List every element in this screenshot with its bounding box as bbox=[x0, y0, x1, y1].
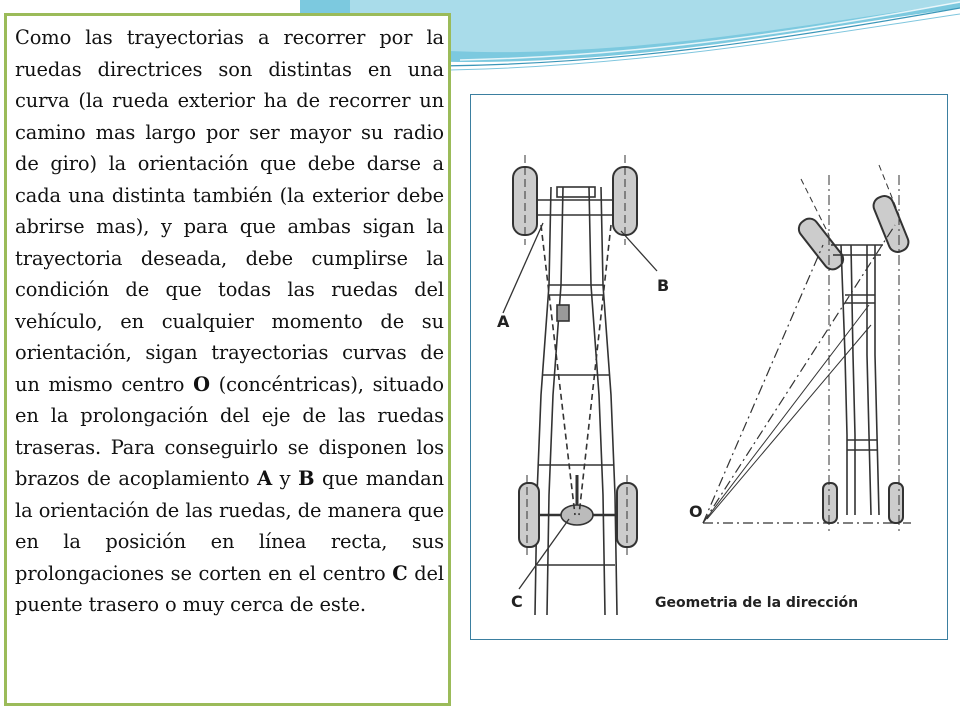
paragraph-part-5: del puente trasero o muy cerca de este. bbox=[15, 561, 444, 616]
chassis-left-drawing bbox=[503, 155, 657, 615]
paragraph-part-4: que mandan la orientación de las ruedas, de manera que en la posición en línea recta, sus prolongaciones se corten en el centro bbox=[15, 467, 445, 585]
figure-caption: Geometria de la dirección bbox=[655, 595, 859, 611]
bold-c: C bbox=[392, 561, 408, 585]
label-b: B bbox=[657, 276, 670, 295]
label-c: C bbox=[511, 592, 523, 611]
bold-o: O bbox=[193, 372, 210, 396]
label-a: A bbox=[497, 312, 510, 331]
steering-geometry-figure bbox=[470, 94, 948, 640]
paragraph-part-1: Como las trayectorias a recorrer por la ruedas directrices son distintas en una curva (la rueda exterior ha de recorrer un camino mas largo por ser mayor su radio de giro) la orientación que debe darse a cada una distinta también (la exterior debe abrirse mas), y para que ambas sigan la trayectoria deseada, debe cumplirse la condición de que todas las ruedas del vehículo, en cualquier momento de su orientación, sigan trayectorias curvas de un mismo centro bbox=[15, 26, 444, 396]
label-o: O bbox=[689, 502, 703, 521]
paragraph-part-3: y bbox=[272, 467, 299, 490]
steering-diagram bbox=[471, 95, 947, 639]
body-paragraph bbox=[15, 22, 444, 621]
bold-b: B bbox=[298, 467, 315, 490]
paragraph-part-2: (concéntricas), situado en la prolongación del eje de las ruedas traseras. Para conseguirlo se disponen los brazos de acoplamiento bbox=[15, 372, 444, 490]
chassis-right-drawing bbox=[703, 165, 911, 535]
text-box bbox=[4, 13, 451, 706]
bold-a: A bbox=[257, 467, 273, 490]
